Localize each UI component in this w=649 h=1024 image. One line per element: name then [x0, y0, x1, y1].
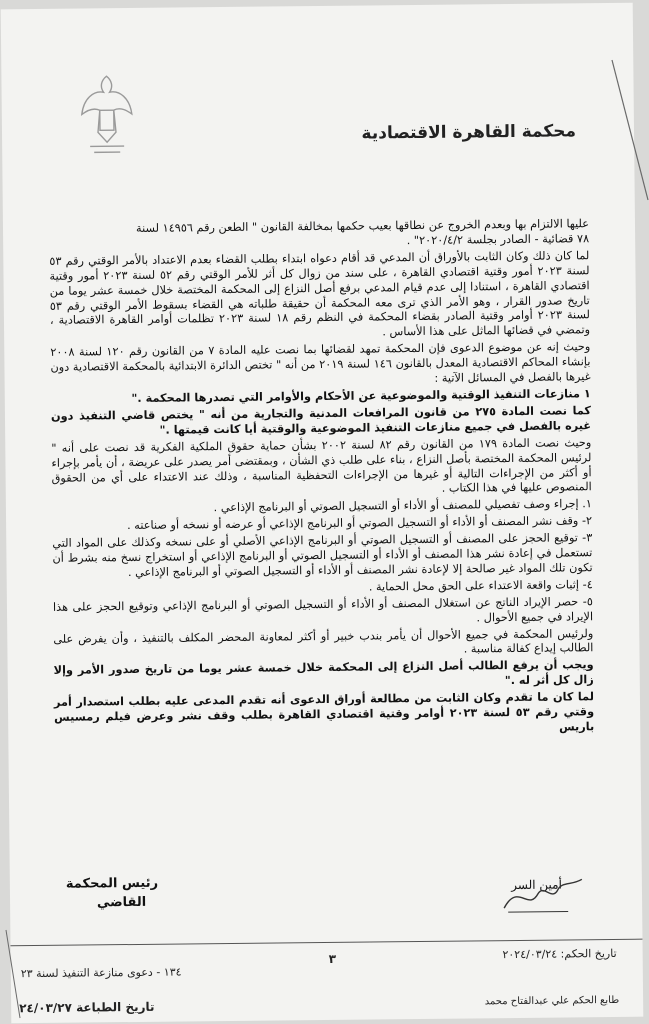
print-date: تاريخ الطباعة ٢٤/٠٣/٢٧: [19, 999, 155, 1016]
body-paragraph: ١ منازعات التنفيذ الوقتية والموضوعية عن الأحكام والأوامر التي تصدرها المحكمة .": [131, 387, 591, 405]
footer-divider: [11, 939, 643, 947]
judgment-body: [49, 217, 594, 741]
body-paragraph: كما نصت المادة ٢٧٥ من قانون المرافعات المدنية والتجارية من أنه " يختص قاضي التنفيذ دون غيره بالفصل في جميع منازعات التنفيذ الموضوعية والوقتية أيا كانت قيمتها .": [50, 404, 592, 437]
body-paragraph: ٣- توقيع الحجز على المصنف أو التسجيل الصوتي أو البرنامج الإذاعي الأصلي أو على نسخه وكذلك على المواد التي تستعمل في إعادة نشر هذا المصنف أو الأداء أو التسجيل الصوتي أو البرنامج الإذاعي أو استخراج نسخ منه بشرط أن تكون تلك المواد غير صالحة إلا لإعادة نشر المصنف أو الأداء أو التسجيل الصوتي أو البرنامج الإذاعي .: [52, 531, 593, 579]
ruling-date: تاريخ الحكم: ٢٠٢٤/٠٣/٢٤: [502, 946, 617, 962]
court-name-heading: محكمة القاهرة الاقتصادية: [361, 121, 577, 144]
body-paragraph: ولرئيس المحكمة في جميع الأحوال أن يأمر بندب خبير أو أكثر لمعاونة المحضر المكلف بالتنفيذ ، وأن يفرض على الطالب إيداع كفالة مناسبة .: [53, 626, 594, 656]
body-paragraph: ٤- إثبات واقعة الاعتداء على الحق محل الحماية .: [368, 578, 593, 594]
body-paragraph: وحيث إنه عن موضوع الدعوى فإن المحكمة تمهد لقضائها بما نصت عليه المادة ٧ من القانون رقم ١٢٠ لسنة ٢٠٠٨ بإنشاء المحاكم الاقتصادية المعدل بالقانون ١٤٦ لسنة ٢٠١٩ من أنه " تختص الدائرة الابتدائية بالمحكمة الاقتصادية دون غيرها بالفصل في المسائل الآتية :: [50, 340, 591, 385]
body-paragraph: ١. إجراء وصف تفصيلي للمصنف أو الأداء أو التسجيل الصوتي أو البرنامج الإذاعي .: [213, 497, 592, 515]
body-paragraph: ٢- وقف نشر المصنف أو الأداء أو التسجيل الصوتي أو البرنامج الإذاعي أو عرضه أو نسخه أو صناعته .: [127, 514, 593, 533]
judge-signature-block: [66, 876, 159, 911]
document-page: [1, 3, 644, 1024]
page-number: ٣: [328, 951, 337, 966]
body-paragraph: وحيث نصت المادة ١٧٩ من القانون رقم ٨٢ لسنة ٢٠٠٢ بشأن حماية حقوق الملكية الفكرية قد نصت على أنه " لرئيس المحكمة المختصة بأصل النزاع ، بناء على طلب ذي الشأن ، وبمقتضى أمر يصدر على عريضة ، أن يأمر بإجراء أو أكثر من الإجراءات التالية أو غيرها من الإجراءات التحفظية المناسبة ، وذلك عند الاعتداء على أي من الحقوق المنصوص عليها في هذا الكتاب .: [51, 435, 592, 496]
eagle-emblem-icon: [75, 70, 138, 163]
printed-by: طابع الحكم علي عبدالفتاح محمد: [484, 994, 620, 1008]
case-reference: ١٣٤ - دعوى منازعة التنفيذ لسنة ٢٣: [20, 965, 182, 981]
body-paragraph: ٥- حصر الإيراد الناتج عن استغلال المصنف أو الأداء أو التسجيل الصوتي أو البرنامج الإذاعي وتوقيع الحجز على هذا الإيراد في جميع الأحوال .: [52, 594, 594, 625]
body-paragraph: عليها الالتزام بها وبعدم الخروج عن نطاقها بعيب حكمها بمخالفة القانون " الطعن رقم ١٤٩٥٦ لسنة: [135, 217, 590, 235]
clerk-signature-icon: [498, 871, 588, 918]
body-paragraph: لما كان ما تقدم وكان الثابت من مطالعة أوراق الدعوى أنه تقدم المدعى عليه بطلب استصدار أمر وقتي رقم ٥٣ لسنة ٢٠٢٣ أوامر وقتية اقتصادي القاهرة بطلب وقف نشر وعرض فيلم رمسيس باريس: [53, 690, 595, 734]
judge-name: القاضي: [96, 894, 147, 911]
body-paragraph: لما كان ذلك وكان الثابت بالأوراق أن المدعي قد أقام دعواه ابتداء بطلب القضاء بعدم الاعتداد بالأمر الوقتي رقم ٥٣ لسنة ٢٠٢٣ أمور وقتية اقتصادي القاهرة ، على سند من زوال كل أثر للأمر الوقتي رقم ٥٢ لسنة ٢٠٢٣ أمور وقتية اقتصادي القاهرة ، استنادا إلى عدم قيام المدعي برفع أصل النزاع إلى المحكمة المختصة خلال خمسة عشر يوما من تاريخ صدور القرار ، وهو الأمر الذي ترى معه المحكمة أن حقيقة طلباته هي القضاء بسقوط الأمر الوقتي رقم ٥٣ لسنة ٢٠٢٣ أوامر وقتية الصادر بقضاء المحكمة في النظم رقم ١٨ لسنة ٢٠٢٣ تظلمات أوامر القاهرة الاقتصادية ، وتمضي في قضائها الماثل على هذا الأساس .: [49, 248, 591, 339]
clerk-title: أمين السر: [511, 877, 562, 893]
body-paragraph: ٧٨ قضائية - الصادر بجلسة ٢٠٢٠/٤/٢" .: [406, 232, 590, 248]
body-paragraph: ويجب أن يرفع الطالب أصل النزاع إلى المحكمة خلال خمسة عشر يوما من تاريخ صدور الأمر وإلا زال كل أثر له .": [53, 658, 594, 688]
judge-title: رئيس المحكمة: [65, 875, 159, 892]
